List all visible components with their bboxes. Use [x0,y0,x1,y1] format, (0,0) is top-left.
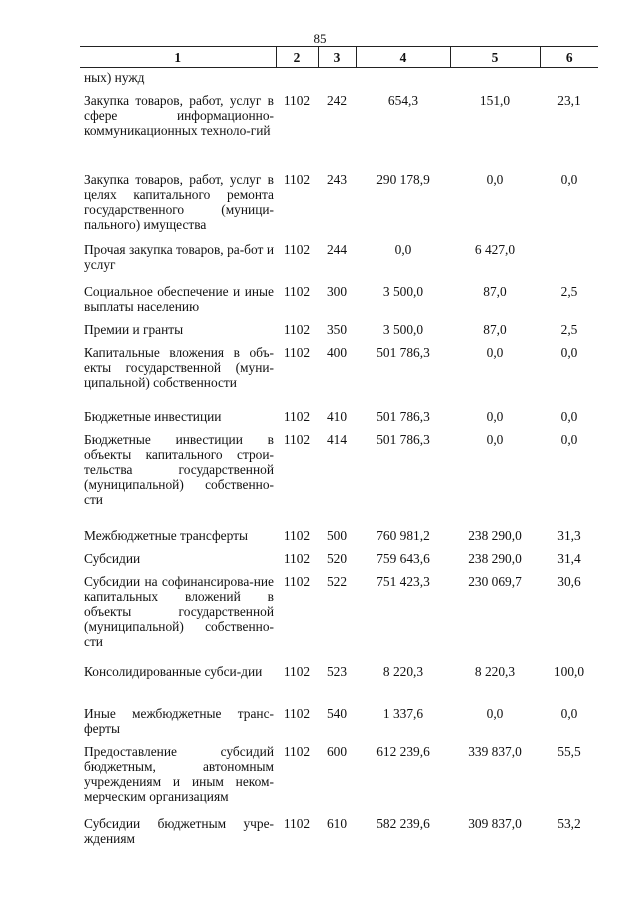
column-header-3: 3 [318,47,356,68]
row-name: Иные межбюджетные транс-ферты [84,706,274,736]
actual-amount: 87,0 [483,284,507,299]
plan-amount: 3 500,0 [382,322,424,337]
plan-amount: 0,0 [394,242,412,257]
expense-type-code: 500 [326,528,348,543]
table-row [80,339,598,403]
section-code: 1102 [283,664,311,679]
row-name: Премии и гранты [84,322,184,337]
expense-type-code: 540 [326,706,348,721]
row-name: Субсидии на софинансирова-ние капитальных вложений в объекты государственной (муниципальной) собственно-сти [84,574,274,649]
section-code: 1102 [283,322,311,337]
execution-percent: 100,0 [553,664,585,679]
execution-percent: 55,5 [557,744,581,759]
expense-type-code: 520 [326,551,348,566]
expense-type-code: 243 [326,172,348,187]
execution-percent: 0,0 [560,172,578,187]
execution-percent: 0,0 [560,706,578,721]
plan-amount: 759 643,6 [376,551,430,566]
section-code: 1102 [283,432,311,447]
row-name: Закупка товаров, работ, услуг в целях капитального ремонта государственного (муници-пального) имущества [84,172,274,232]
plan-amount: 3 500,0 [382,284,424,299]
table-row [80,316,598,339]
row-name: Субсидии бюджетным учре-ждениям [84,816,274,846]
actual-amount: 238 290,0 [468,528,522,543]
section-code: 1102 [283,816,311,831]
actual-amount: 309 837,0 [468,816,522,831]
row-name: Прочая закупка товаров, ра-бот и услуг [84,242,274,272]
table-row [80,166,598,236]
plan-amount: 654,3 [387,93,419,108]
row-name: Бюджетные инвестиции в объекты капитального строи-тельства государственной (муниципальной) собственно-сти [84,432,274,507]
plan-amount: 1 337,6 [382,706,424,721]
plan-amount: 290 178,9 [376,172,430,187]
expense-type-code: 244 [326,242,348,257]
plan-amount: 501 786,3 [376,409,430,424]
expense-type-code: 410 [326,409,348,424]
section-code: 1102 [283,409,311,424]
section-code: 1102 [283,744,311,759]
actual-amount: 8 220,3 [474,664,516,679]
continuation-row [80,68,598,88]
expense-type-code: 400 [326,345,348,360]
page-number: 85 [313,31,327,46]
execution-percent: 23,1 [557,93,581,108]
plan-amount: 612 239,6 [376,744,430,759]
execution-percent: 31,3 [557,528,581,543]
section-code: 1102 [283,574,311,589]
expense-type-code: 600 [326,744,348,759]
actual-amount: 0,0 [486,345,504,360]
row-name: Капитальные вложения в объ-екты государственной (муни-ципальной) собственности [84,345,274,390]
actual-amount: 6 427,0 [474,242,516,257]
plan-amount: 582 239,6 [376,816,430,831]
row-name: Предоставление субсидий бюджетным, автономным учреждениям и иным неком-мерческим организациям [84,744,274,804]
execution-percent: 0,0 [560,432,578,447]
execution-percent [540,236,598,278]
actual-amount: 230 069,7 [468,574,522,589]
plan-amount: 501 786,3 [376,345,430,360]
row-name: Социальное обеспечение и иные выплаты населению [84,284,274,314]
table-row [80,658,598,700]
section-code: 1102 [283,242,311,257]
column-header-1: 1 [80,47,276,68]
actual-amount: 151,0 [479,93,511,108]
table-row [80,87,598,166]
expense-type-code: 610 [326,816,348,831]
table-row [80,403,598,426]
execution-percent: 30,6 [557,574,581,589]
column-header-4: 4 [356,47,450,68]
expense-type-code: 242 [326,93,348,108]
actual-amount: 0,0 [486,432,504,447]
continuation-text: ных) нужд [84,70,145,85]
table-row [80,545,598,568]
column-header-5: 5 [450,47,540,68]
actual-amount: 339 837,0 [468,744,522,759]
row-name: Консолидированные субси-дии [84,664,263,679]
table-row [80,278,598,316]
actual-amount: 238 290,0 [468,551,522,566]
table-row [80,700,598,738]
execution-percent: 0,0 [560,345,578,360]
execution-percent: 2,5 [560,284,578,299]
table-row [80,426,598,522]
row-name: Закупка товаров, работ, услуг в сфере информационно-коммуникационных техноло-гий [84,93,274,138]
actual-amount: 87,0 [483,322,507,337]
row-name: Бюджетные инвестиции [84,409,222,424]
table-row [80,236,598,278]
actual-amount: 0,0 [486,409,504,424]
expense-type-code: 522 [326,574,348,589]
table-header-row [80,47,598,68]
column-header-2: 2 [276,47,318,68]
plan-amount: 760 981,2 [376,528,430,543]
table-row [80,738,598,810]
table-row [80,522,598,545]
section-code: 1102 [283,528,311,543]
plan-amount: 501 786,3 [376,432,430,447]
column-header-6: 6 [540,47,598,68]
section-code: 1102 [283,706,311,721]
execution-percent: 2,5 [560,322,578,337]
expense-type-code: 350 [326,322,348,337]
actual-amount: 0,0 [486,706,504,721]
section-code: 1102 [283,551,311,566]
section-code: 1102 [283,284,311,299]
execution-percent: 53,2 [557,816,581,831]
section-code: 1102 [283,345,311,360]
budget-table [80,46,598,846]
section-code: 1102 [283,172,311,187]
row-name: Субсидии [84,551,141,566]
execution-percent: 0,0 [560,409,578,424]
expense-type-code: 300 [326,284,348,299]
expense-type-code: 414 [326,432,348,447]
execution-percent: 31,4 [557,551,581,566]
plan-amount: 751 423,3 [376,574,430,589]
section-code: 1102 [283,93,311,108]
plan-amount: 8 220,3 [382,664,424,679]
row-name: Межбюджетные трансферты [84,528,248,543]
table-row [80,568,598,658]
expense-type-code: 523 [326,664,348,679]
actual-amount: 0,0 [486,172,504,187]
table-row [80,810,598,846]
